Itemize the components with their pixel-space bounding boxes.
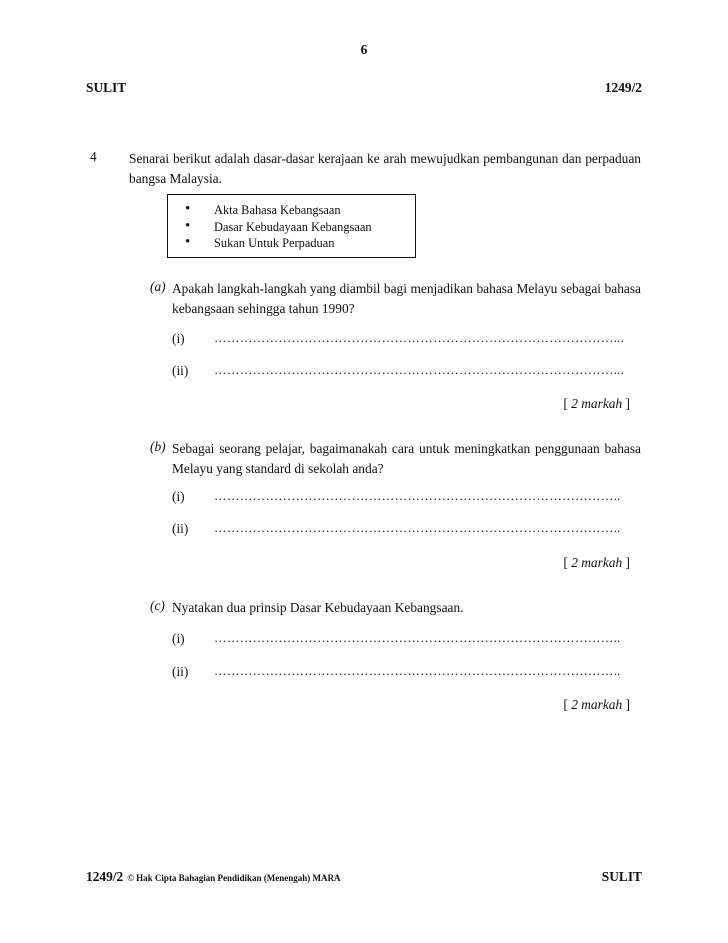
part-b-label: (b) (150, 439, 166, 454)
part-a-question: Apakah langkah-langkah yang diambil bagi menjadikan bahasa Melayu sebagai bahasa kebangsaan sehingga tahun 1990? (172, 281, 641, 316)
part-b-answer-line-ii[interactable]: ………………………………………………………………………………….. (214, 521, 621, 535)
part-b-marks: [ 2 markah ] (563, 555, 630, 570)
footer-classification: SULIT (601, 869, 642, 884)
policy-list (168, 195, 415, 252)
policy-list-item: • Akta Bahasa Kebangsaan (185, 202, 415, 219)
part-c-question: Nyatakan dua prinsip Dasar Kebudayaan Kebangsaan. (172, 600, 464, 615)
part-a-marks: [ 2 markah ] (563, 396, 630, 411)
header-paper-code: 1249/2 (604, 80, 642, 95)
part-b-sub-i-label: (i) (172, 489, 185, 504)
part-a-sub-ii-label: (ii) (172, 363, 189, 378)
part-c-answer-line-i[interactable]: ………………………………………………………………………………….. (214, 631, 621, 645)
part-c-answer-line-ii[interactable]: ………………………………………………………………………………….. (214, 664, 621, 678)
part-c-sub-ii-label: (ii) (172, 664, 189, 679)
part-b-sub-ii-label: (ii) (172, 521, 189, 536)
policy-list-item: • Sukan Untuk Perpaduan (185, 235, 415, 252)
header-classification: SULIT (86, 80, 127, 95)
footer-paper-code: 1249/2 (86, 869, 124, 884)
part-a-answer-line-ii[interactable]: …………………………………………………………………………………... (214, 363, 625, 377)
part-b-question: Sebagai seorang pelajar, bagaimanakah cara untuk meningkatkan penggunaan bahasa Melayu yang standard di sekolah anda? (172, 441, 641, 476)
question-number: 4 (90, 149, 97, 164)
part-a-sub-i-label: (i) (172, 331, 185, 346)
footer-left (86, 869, 340, 885)
part-c-label: (c) (150, 598, 165, 613)
part-a-answer-line-i[interactable]: …………………………………………………………………………………... (214, 331, 625, 345)
part-c-marks: [ 2 markah ] (563, 697, 630, 712)
footer-copyright: © Hak Cipta Bahagian Pendidikan (Menengah) MARA (127, 873, 341, 883)
part-c-sub-i-label: (i) (172, 631, 185, 646)
question-stem: Senarai berikut adalah dasar-dasar kerajaan ke arah mewujudkan pembangunan dan perpaduan bangsa Malaysia. (129, 151, 641, 186)
policy-list-box (167, 194, 416, 258)
part-b-answer-line-i[interactable]: ………………………………………………………………………………….. (214, 489, 621, 503)
policy-list-item: • Dasar Kebudayaan Kebangsaan (185, 219, 415, 236)
page-number: 6 (360, 42, 368, 57)
part-a-label: (a) (150, 279, 166, 294)
